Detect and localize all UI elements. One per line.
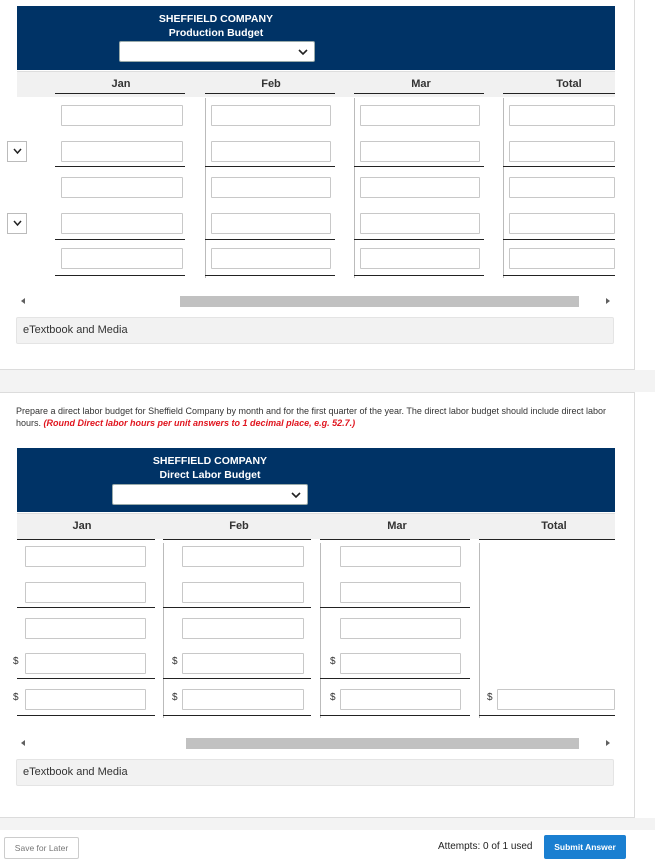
header-underline <box>205 93 335 94</box>
labor-jan-input[interactable] <box>25 618 146 639</box>
col-jan: Jan <box>72 520 92 532</box>
scroll-right-arrow-icon[interactable] <box>606 298 610 304</box>
prod-feb-input[interactable] <box>211 248 331 269</box>
save-for-later-button[interactable]: Save for Later <box>4 837 79 859</box>
prod-total-input[interactable] <box>509 213 615 234</box>
prod-feb-input[interactable] <box>211 177 331 198</box>
prod-jan-input[interactable] <box>61 213 183 234</box>
col-total: Total <box>541 520 567 532</box>
header-underline <box>17 539 155 540</box>
production-horizontal-scrollbar[interactable] <box>17 295 614 308</box>
subtotal-line <box>503 166 615 167</box>
col-total: Total <box>556 78 582 90</box>
labor-period-select[interactable] <box>112 484 308 505</box>
section-gap <box>0 818 655 830</box>
subtotal-line <box>354 166 484 167</box>
currency-symbol: $ <box>172 656 178 667</box>
header-underline <box>163 539 311 540</box>
labor-jan-input[interactable] <box>25 582 146 603</box>
subtotal-line <box>503 239 615 240</box>
total-double-line <box>479 715 615 716</box>
row-label-select[interactable] <box>7 141 27 162</box>
currency-symbol: $ <box>487 692 493 703</box>
prod-mar-input[interactable] <box>360 141 480 162</box>
subtotal-line <box>354 239 484 240</box>
total-double-line <box>354 275 484 276</box>
column-divider <box>479 543 480 718</box>
column-divider <box>354 98 355 278</box>
prod-mar-input[interactable] <box>360 105 480 126</box>
chevron-down-icon <box>297 46 309 58</box>
subtotal-line <box>205 239 335 240</box>
prod-feb-input[interactable] <box>211 141 331 162</box>
prod-total-input[interactable] <box>509 105 615 126</box>
total-double-line <box>17 715 155 716</box>
header-underline <box>320 539 470 540</box>
subtotal-line <box>163 678 311 679</box>
labor-etextbook-link[interactable]: eTextbook and Media <box>16 759 614 786</box>
currency-symbol: $ <box>13 656 19 667</box>
header-underline <box>503 93 615 94</box>
labor-feb-input[interactable] <box>182 546 304 567</box>
labor-feb-input[interactable] <box>182 653 304 674</box>
subtotal-line <box>320 607 470 608</box>
total-double-line <box>205 275 335 276</box>
prod-total-input[interactable] <box>509 177 615 198</box>
currency-symbol: $ <box>330 656 336 667</box>
col-feb: Feb <box>261 78 281 90</box>
labor-mar-input[interactable] <box>340 546 461 567</box>
currency-symbol: $ <box>172 692 178 703</box>
labor-company-name: SHEFFIELD COMPANY <box>152 455 268 467</box>
col-mar: Mar <box>411 78 431 90</box>
total-double-line <box>55 275 185 276</box>
labor-feb-input[interactable] <box>182 582 304 603</box>
labor-jan-input[interactable] <box>25 653 146 674</box>
currency-symbol: $ <box>13 692 19 703</box>
column-divider <box>503 98 504 278</box>
production-period-select[interactable] <box>119 41 315 62</box>
labor-mar-input[interactable] <box>340 582 461 603</box>
col-feb: Feb <box>229 520 249 532</box>
prod-feb-input[interactable] <box>211 213 331 234</box>
scroll-left-arrow-icon[interactable] <box>21 740 25 746</box>
header-underline <box>55 93 185 94</box>
chevron-down-icon <box>13 218 22 230</box>
column-divider <box>320 543 321 718</box>
scroll-right-arrow-icon[interactable] <box>606 740 610 746</box>
subtotal-line <box>17 607 155 608</box>
submit-answer-button[interactable]: Submit Answer <box>544 835 626 859</box>
prod-feb-input[interactable] <box>211 105 331 126</box>
prod-jan-input[interactable] <box>61 248 183 269</box>
total-double-line <box>320 715 470 716</box>
subtotal-line <box>163 607 311 608</box>
subtotal-line <box>55 239 185 240</box>
scroll-left-arrow-icon[interactable] <box>21 298 25 304</box>
chevron-down-icon <box>290 489 302 501</box>
labor-jan-input[interactable] <box>25 546 146 567</box>
row-label-select[interactable] <box>7 213 27 234</box>
production-company-name: SHEFFIELD COMPANY <box>158 13 274 25</box>
instructions <box>16 405 621 429</box>
chevron-down-icon <box>13 146 22 158</box>
col-jan: Jan <box>111 78 131 90</box>
labor-feb-input[interactable] <box>182 618 304 639</box>
total-double-line <box>163 715 311 716</box>
prod-jan-input[interactable] <box>61 141 183 162</box>
prod-total-input[interactable] <box>509 141 615 162</box>
currency-symbol: $ <box>330 692 336 703</box>
labor-budget-header <box>17 448 615 512</box>
labor-mar-input[interactable] <box>340 653 461 674</box>
prod-jan-input[interactable] <box>61 105 183 126</box>
header-underline <box>354 93 484 94</box>
scroll-thumb[interactable] <box>180 296 579 307</box>
prod-jan-input[interactable] <box>61 177 183 198</box>
prod-total-input[interactable] <box>509 248 615 269</box>
subtotal-line <box>205 166 335 167</box>
instructions-text: Prepare a direct labor budget for Sheffield Company by month and for the first quarter of the year. The direct labor budget should include direct labor hours. <box>16 406 607 428</box>
subtotal-line <box>17 678 155 679</box>
labor-column-header-row <box>17 513 615 539</box>
prod-mar-input[interactable] <box>360 177 480 198</box>
prod-mar-input[interactable] <box>360 213 480 234</box>
section-gap <box>0 370 655 392</box>
production-etextbook-link[interactable]: eTextbook and Media <box>16 317 614 344</box>
production-budget-title: Production Budget <box>168 27 264 39</box>
labor-horizontal-scrollbar[interactable] <box>17 737 614 750</box>
total-double-line <box>503 275 615 276</box>
column-divider <box>205 98 206 278</box>
attempts-counter: Attempts: 0 of 1 used <box>438 841 533 852</box>
labor-jan-input[interactable] <box>25 689 146 710</box>
header-underline <box>479 539 615 540</box>
col-mar: Mar <box>387 520 407 532</box>
production-budget-header <box>17 6 615 70</box>
column-divider <box>163 543 164 718</box>
labor-feb-input[interactable] <box>182 689 304 710</box>
labor-total-input[interactable] <box>497 689 615 710</box>
labor-mar-input[interactable] <box>340 689 461 710</box>
labor-budget-title: Direct Labor Budget <box>159 469 261 481</box>
labor-mar-input[interactable] <box>340 618 461 639</box>
rounding-note: (Round Direct labor hours per unit answers to 1 decimal place, e.g. 52.7.) <box>43 418 356 428</box>
subtotal-line <box>55 166 185 167</box>
subtotal-line <box>320 678 470 679</box>
prod-mar-input[interactable] <box>360 248 480 269</box>
scroll-thumb[interactable] <box>186 738 579 749</box>
